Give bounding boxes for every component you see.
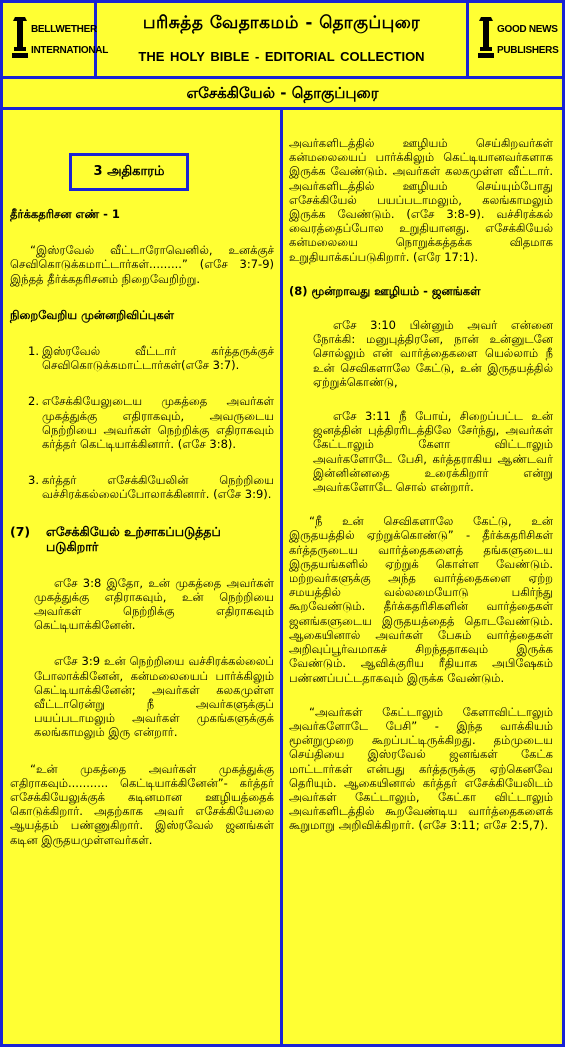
paragraph: அவர்களிடத்தில் ஊழியம் செய்கிறவர்கள் கன்மலையைப் பார்க்கிலும் கெட்டியானவர்களாக இருக்க வேண்டும். அவர்கள் கலகமுள்ள வீட்டார். அவர்களிடத்தில் ஊழியம் செய்யும்போது எசேக்கியேல் பயப்படாமலும், கலங்காமலும் இருக்க வேண்டும். (எசே 3:8-9). வச்சிரக்கல் வைரத்தைப்போல உறுதியானது. எசேக்கியேல் கன்மலையை நொறுக்கத்தக்க விதமாக உறுதியாக்கப்படுகிறார். (எரே 17:1). [289,136,553,264]
column-divider [280,110,283,1047]
chapter-heading: 3 அதிகாரம் [69,153,189,191]
title-tamil: பரிசுத்த வேதாகமம் - தொகுப்புரை [142,13,421,33]
section-title: எசேக்கியேல் - தொகுப்புரை [186,84,379,102]
section-heading: (7) எசேக்கியேல் உற்சாகப்படுத்தப் படுகிறார் [10,523,221,554]
fulfilled-heading: நிறைவேறிய முன்னறிவிப்புகள் [10,307,175,322]
header-title [100,3,463,76]
good-news-logo-text: GOOD NEWS PUBLISHERS [497,24,559,56]
verse-paragraph: எசே 3:8 இதோ, உன் முகத்தை அவர்கள் முகத்துக்கு எதிராகவும், உன் நெற்றியை அவர்கள் நெற்றிக்கு எதிராகவும் கெட்டியாக்கினேன். [34,575,274,633]
lamp-icon [11,17,29,59]
prophecy-number: தீர்க்கதரிசன எண் - 1 [10,207,120,221]
paragraph: “இஸ்ரவேல் வீட்டாரோவெனில், உனக்குச் செவிகொடுக்கமாட்டார்கள்.........” (எசே 3:7-9) இந்தத் தீர்க்கதரிசனம் நிறைவேறிற்று. [10,243,274,286]
list-item: 3. கர்த்தர் எசேக்கியேலின் நெற்றியை வச்சிரக்கல்லைப்போலாக்கினார். (எசே 3:9). [28,473,274,502]
lamp-icon [477,17,495,59]
paragraph: “நீ உன் செவிகளாலே கேட்டு, உன் இருதயத்தில் ஏற்றுக்கொண்டு” - தீர்க்கதரிசிகள் கர்த்தருடைய வார்த்தைகளைத் தங்களுடைய இருதயங்களில் ஏற்றுக் கொள்ள வேண்டும். மற்றவர்களுக்கு அந்த வார்த்தைகளை ஏற்ற சமயத்தில் வல்லமையோடு பகிர்ந்து கூறவேண்டும். தீர்க்கதரிசிகளின் வார்த்தைகள் ஜனங்களுடைய இருதயத்தைத் தொடவேண்டும். ஆகையினால் அவர்கள் பேசும் வார்த்தைகள் அறிவுப்பூர்வமாகச் சிறந்ததாகவும் இருக்க வேண்டும். ஆவிக்குரிய ரீதியாக அபிஷேகம் பண்ணப்பட்டதாகவும் இருக்க வேண்டும். [289,514,553,685]
bellwether-logo-text: BELLWETHER INTERNATIONAL [31,24,109,56]
verse-paragraph: எசே 3:11 நீ போய், சிறைப்பட்ட உன் ஜனத்தின் புத்திரரிடத்திலே சேர்ந்து, அவர்கள் கேட்டாலும் கேளா விட்டாலும் அவர்களோடே பேசி, கர்த்தராகிய ஆண்டவர் இன்னின்னதை உரைக்கிறார் என்று அவர்களோடே சொல் என்றார். [313,409,553,495]
paragraph: “உன் முகத்தை அவர்கள் முகத்துக்கு எதிராகவும்........... கெட்டியாக்கினேன்”- கர்த்தர் எசேக்கியேலுக்குக் கடினமான ஊழியத்தைக் கொடுக்கிறார். அதற்காக அவர் எசேக்கியேலை ஆயத்தம் பண்ணுகிறார். இஸ்ரவேல் ஜனங்கள் கடின இருதயமுள்ளவர்கள். [10,761,274,847]
verse-paragraph: எசே 3:9 உன் நெற்றியை வச்சிரக்கல்லைப் போலாக்கினேன், கன்மலையைப் பார்க்கிலும் கெட்டியாக்கினேன்; அவர்கள் கலகமுள்ள வீட்டாரென்று நீ அவர்களுக்குப் பயப்படாமலும் அவர்கள் முகங்களுக்குக் கலங்காமலும் இரு என்றார். [34,654,274,740]
right-column [289,110,553,833]
list-item: 2. எசேக்கியேலுடைய முகத்தை அவர்கள் முகத்துக்கு எதிராகவும், அவருடைய நெற்றியை அவர்கள் நெற்றிக்கு எதிராகவும் கர்த்தர் கெட்டியாக்கினார். (எசே 3:8). [28,394,274,452]
title-english: THE HOLY BIBLE - EDITORIAL COLLECTION [138,49,425,64]
verse-paragraph: எசே 3:10 பின்னும் அவர் என்னை நோக்கி: மனுபுத்திரனே, நான் உன்னுடனே சொல்லும் என் வார்த்தைகளை யெல்லாம் நீ உன் செவிகளாலே கேட்டு, உன் இருதயத்தில் ஏற்றுக்கொண்டு, [313,318,553,389]
section-heading: (8) மூன்றாவது ஊழியம் - ஜனங்கள் [289,283,481,298]
list-item: 1. இஸ்ரவேல் வீட்டார் கர்த்தருக்குச் செவிகொடுக்கமாட்டார்கள்(எசே 3:7). [28,344,274,373]
bellwether-logo [3,3,109,76]
left-column [10,110,274,847]
good-news-logo [466,3,562,76]
paragraph: “அவர்கள் கேட்டாலும் கேளாவிட்டாலும் அவர்களோடே பேசி” - இந்த வாக்கியம் மூன்றுமுறை கூறப்பட்டிருக்கிறது. தம்முடைய செய்தியை இஸ்ரவேல் ஜனங்கள் கேட்க மாட்டார்கள் என்பது கர்த்தருக்கு ஏற்கெனவே தெரியும். ஆகையினால் கர்த்தர் எசேக்கியேலிடம் அவர்கள் கேட்டாலும், கேட்கா விட்டாலும் அவர்களிடத்தில் கூறவேண்டிய வார்த்தைகளைக் கூறுமாறு அறிவிக்கிறார். (எசே 3:11; எசே 2:5,7). [289,704,553,833]
